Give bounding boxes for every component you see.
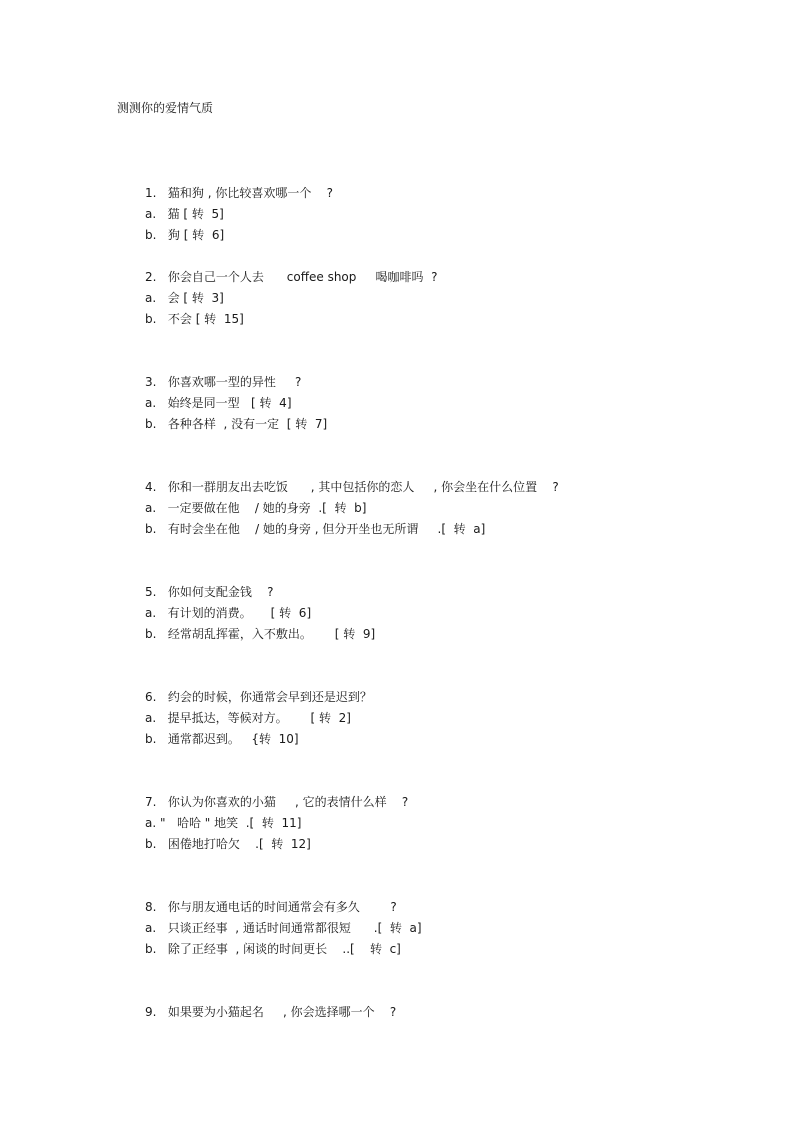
option-a: a. 有计划的消费。 [ 转 6] xyxy=(145,606,312,620)
option-a: a. 提早抵达，等候对方。 [ 转 2] xyxy=(145,711,351,725)
question-3 xyxy=(145,372,745,435)
question-7 xyxy=(145,792,745,855)
option-a: a. 一定要做在他 / 她的身旁 .[ 转 b] xyxy=(145,501,367,515)
question-text: 5. 你如何支配金钱 ? xyxy=(145,585,274,599)
question-text: 2. 你会自己一个人去 coffee shop 喝咖啡吗 ? xyxy=(145,270,438,284)
question-list xyxy=(145,183,745,1023)
question-2 xyxy=(145,267,745,330)
page-title: 测测你的爱情气质 xyxy=(117,101,214,115)
question-text: 6. 约会的时候，你通常会早到还是迟到？ xyxy=(145,690,372,704)
question-text: 3. 你喜欢哪一型的异性 ? xyxy=(145,375,302,389)
option-b: b. 各种各样 , 没有一定 [ 转 7] xyxy=(145,417,328,431)
option-b: b. 困倦地打哈欠 .[ 转 12] xyxy=(145,837,311,851)
option-a: a. 始终是同一型 [ 转 4] xyxy=(145,396,292,410)
question-text: 7. 你认为你喜欢的小猫 , 它的表情什么样 ? xyxy=(145,795,409,809)
option-b: b. 不会 [ 转 15] xyxy=(145,312,244,326)
option-a: a. 只谈正经事 , 通话时间通常都很短 .[ 转 a] xyxy=(145,921,422,935)
option-b: b. 除了正经事 , 闲谈的时间更长 ..[ 转 c] xyxy=(145,942,401,956)
option-b: b. 通常都迟到。 {转 10] xyxy=(145,732,299,746)
question-6 xyxy=(145,687,745,750)
option-a: a. " 哈哈 " 地笑 .[ 转 11] xyxy=(145,816,302,830)
question-text: 8. 你与朋友通电话的时间通常会有多久 ? xyxy=(145,900,397,914)
question-4 xyxy=(145,477,745,540)
question-text: 4. 你和一群朋友出去吃饭 , 其中包括你的恋人 , 你会坐在什么位置 ? xyxy=(145,480,559,494)
option-a: a. 猫 [ 转 5] xyxy=(145,207,224,221)
question-9 xyxy=(145,1002,745,1023)
question-5 xyxy=(145,582,745,645)
option-b: b. 狗 [ 转 6] xyxy=(145,228,225,242)
option-b: b. 经常胡乱挥霍，入不敷出。 [ 转 9] xyxy=(145,627,376,641)
question-8 xyxy=(145,897,745,960)
question-text: 1. 猫和狗 , 你比较喜欢哪一个 ? xyxy=(145,186,333,200)
option-b: b. 有时会坐在他 / 她的身旁 , 但分开坐也无所谓 .[ 转 a] xyxy=(145,522,486,536)
question-1 xyxy=(145,183,745,246)
question-text: 9. 如果要为小猫起名 , 你会选择哪一个 ? xyxy=(145,1005,397,1019)
option-a: a. 会 [ 转 3] xyxy=(145,291,224,305)
